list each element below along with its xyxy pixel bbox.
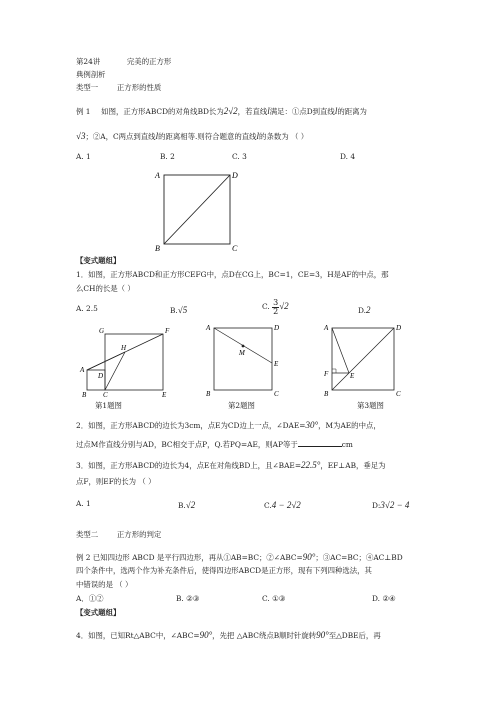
q3-text-a: 3．如图，正方形ABCD的边长为4，点E在对角线BD上，且∠BAE= xyxy=(76,461,302,470)
q3-line1 xyxy=(76,460,386,471)
example1-figure xyxy=(150,166,250,256)
example1-label: 例 1 xyxy=(76,107,91,116)
example2-line2: 四个条件中，选两个作为补充条件后，使得四边形ABCD是正方形，现有下列四种选法，其 xyxy=(76,566,372,575)
q2-text-a: 2．如图，正方形ABCD的边长为3cm，点E为CD边上一点，∠DAE= xyxy=(76,421,306,430)
q3-text-b: ，EF⊥AB，垂足为 xyxy=(320,461,386,470)
label-e: E xyxy=(162,391,167,399)
example2-angle: 90° xyxy=(302,552,316,562)
lecture-header xyxy=(76,58,171,67)
segment-ah xyxy=(87,352,125,370)
type2-title: 正方形的判定 xyxy=(116,530,162,539)
q3-option-a: A. 1 xyxy=(76,499,91,508)
fraction-denominator: 2 xyxy=(273,306,279,316)
variant1-title: 【变式题组】 xyxy=(76,256,121,265)
label-m: M xyxy=(239,349,245,357)
q1-option-b-value: √5 xyxy=(177,305,188,315)
example1-text-e: ；②A，C两点到直线 xyxy=(85,132,156,141)
q2-line1 xyxy=(76,420,381,431)
example1-text-c: 满足：①点D到直线 xyxy=(269,107,335,116)
q2-text-c: 过点M作直线分别与AD，BC相交于点P，Q.若PQ=AE，则AP等于 xyxy=(76,440,298,449)
segment-ae-fig3 xyxy=(332,328,349,373)
example1-option-b: B. 2 xyxy=(160,152,175,161)
vertex-b-label: B xyxy=(155,244,160,253)
line-l-symbol: l xyxy=(334,106,338,116)
line-l-symbol: l xyxy=(155,131,159,141)
figure-1 xyxy=(76,322,176,400)
label-b: B xyxy=(206,390,211,398)
q3-option-b xyxy=(178,500,195,511)
label-e: E xyxy=(350,372,355,380)
q1-option-b-text: B. xyxy=(170,306,178,315)
label-c: C xyxy=(103,391,108,399)
type2-label: 类型二 xyxy=(76,530,99,539)
example1-distance: √3 xyxy=(76,131,86,141)
label-a: A xyxy=(206,324,211,332)
q1-option-d-text: D. xyxy=(358,306,367,315)
q3-option-c-value: 4 − 2√2 xyxy=(271,500,301,510)
label-b: B xyxy=(82,391,87,399)
example2-text-a: 例 2 已知四边形 ABCD 是平行四边形，再从①AB=BC；②∠ABC= xyxy=(76,553,303,562)
example1-option-c: C. 3 xyxy=(232,152,247,161)
q4-text-a: 4．如图，已知Rt△ABC中，∠ABC= xyxy=(76,631,200,640)
example1-text-f: 的距离相等.则符合题意的直线 xyxy=(158,132,257,141)
label-f: F xyxy=(165,327,170,335)
square-abcd-fig2 xyxy=(214,328,272,390)
label-f: F xyxy=(324,370,329,378)
q2-unit: cm xyxy=(341,440,353,449)
q1-option-d xyxy=(358,305,371,316)
q1-line2: 么CH的长是（ ） xyxy=(76,284,135,293)
segment-ch xyxy=(105,352,125,390)
figure-3-caption: 第3题图 xyxy=(357,401,384,410)
label-g: G xyxy=(99,327,105,335)
q3-line2: 点F，则EF的长为 （ ） xyxy=(76,477,156,486)
label-a: A xyxy=(80,366,85,374)
q1-option-a-text: A. 2.5 xyxy=(76,304,98,313)
type2-heading xyxy=(76,531,161,540)
q3-option-b-value: √2 xyxy=(185,500,196,510)
section-heading: 典例剖析 xyxy=(76,70,106,79)
q2-line2 xyxy=(76,439,353,450)
variant2-title: 【变式题组】 xyxy=(76,608,121,617)
example1-text-a: 如图，正方形ABCD的对角线BD长为 xyxy=(101,107,224,116)
q4-angle: 90° xyxy=(199,630,213,640)
figure-2-caption: 第2题图 xyxy=(228,401,255,410)
right-angle-mark xyxy=(332,369,336,373)
example2-option-d: D. ②④ xyxy=(372,594,396,603)
q1-option-d-value: 2 xyxy=(366,305,371,315)
q4-text-c: 至△DBE后，再 xyxy=(328,631,381,640)
lecture-title: 完美的正方形 xyxy=(126,57,172,66)
q2-answer-blank[interactable] xyxy=(298,439,342,447)
q1-option-a xyxy=(76,305,98,314)
q1-option-c-text: C. xyxy=(262,302,270,312)
diagonal-bd xyxy=(164,175,230,244)
label-a: A xyxy=(324,324,329,332)
line-l-symbol: l xyxy=(267,106,270,116)
q3-option-d xyxy=(372,500,409,511)
example2-option-c: C. ①③ xyxy=(262,594,286,603)
example2-line3: 中错误的是 （ ） xyxy=(76,580,133,589)
example1-text-d: 的距离为 xyxy=(337,107,367,116)
q1-option-c xyxy=(262,299,289,315)
example1-bd-length: 2√2 xyxy=(223,106,238,116)
label-b: B xyxy=(324,390,329,398)
q4-text-b: ，先把 △ABC绕点B顺时针旋转 xyxy=(212,631,317,640)
q1-option-b xyxy=(170,305,187,316)
type1-label: 类型一 xyxy=(76,83,99,92)
q3-option-c-text: C. xyxy=(264,501,272,510)
vertex-a-label: A xyxy=(155,171,160,180)
q3-option-d-text: D: xyxy=(372,501,381,510)
q3-option-d-value: 3√2 − 4 xyxy=(380,500,410,510)
vertex-d-label: D xyxy=(232,171,238,180)
midpoint-m xyxy=(242,345,245,348)
label-c: C xyxy=(274,390,279,398)
q2-angle: 30° xyxy=(305,420,319,430)
label-c: C xyxy=(396,390,401,398)
example1-text-g: 的条数为 （ ） xyxy=(259,132,309,141)
q3-option-c xyxy=(264,500,301,511)
label-e: E xyxy=(274,360,279,368)
example1-line2 xyxy=(76,131,308,142)
q1-option-c-root: √2 xyxy=(279,301,289,312)
q1-line1: 1．如图，正方形ABCD和正方形CEFG中，点D在CG上，BC=1，CE=3，H是AF的中点，那 xyxy=(76,270,389,279)
line-l-symbol: l xyxy=(256,131,260,141)
lecture-number: 第24讲 xyxy=(76,57,101,66)
type1-heading xyxy=(76,84,161,93)
fraction-numerator: 3 xyxy=(273,298,279,307)
q4-rotation: 90° xyxy=(316,630,329,640)
vertex-c-label: C xyxy=(232,244,238,253)
example1-option-a: A. 1 xyxy=(76,152,91,161)
example1-option-d: D. 4 xyxy=(340,152,356,161)
label-h: H xyxy=(121,344,127,352)
label-d: D xyxy=(396,324,402,332)
example2-text-b: ；③AC=BC；④AC⊥BD xyxy=(315,553,403,562)
example2-option-a: A．①② xyxy=(76,594,104,603)
example2-line1 xyxy=(76,552,403,563)
q3-option-b-text: B. xyxy=(178,501,186,510)
label-d: D xyxy=(274,324,280,332)
q2-text-b: ，M为AE的中点， xyxy=(318,421,381,430)
square-cefg xyxy=(105,334,163,390)
figure-1-caption: 第1题图 xyxy=(95,401,122,410)
example2-option-b: B. ②③ xyxy=(176,594,200,603)
figure-2 xyxy=(202,318,286,400)
type1-title: 正方形的性质 xyxy=(116,83,162,92)
example1-text-b: ，若直线 xyxy=(237,107,268,116)
q3-angle: 22.5° xyxy=(301,460,321,470)
figure-3 xyxy=(320,318,408,400)
example1-line1 xyxy=(76,106,367,117)
label-d: D xyxy=(98,372,104,380)
diagonal-bd-fig3 xyxy=(332,328,394,390)
q4-line1 xyxy=(76,630,381,641)
